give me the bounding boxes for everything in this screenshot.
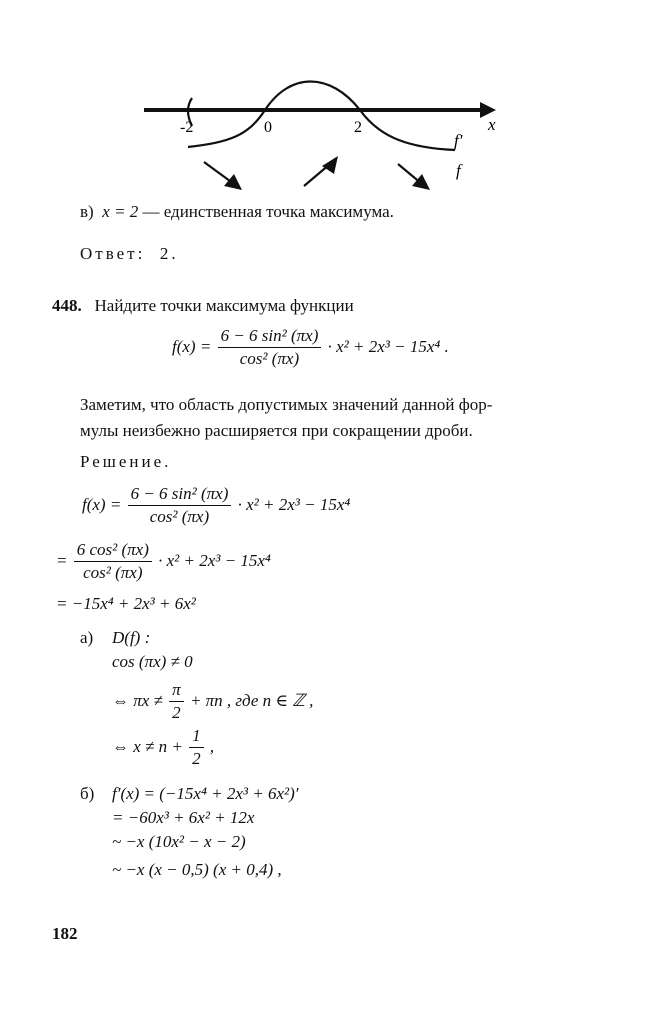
solution-line-1-numerator: 6 − 6 sin² (πx) xyxy=(128,484,232,506)
problem-statement: Найдите точки максимума функции xyxy=(94,296,354,315)
part-b-line-4: ~ −x (x − 0,5) (x + 0,4) , xyxy=(112,860,282,879)
solution-line-2 xyxy=(56,540,271,584)
part-a-step-1-post: + πn , где n ∈ ℤ , xyxy=(189,690,314,710)
solution-line-2-lhs: = xyxy=(56,550,68,570)
part-a-step-1 xyxy=(112,680,313,724)
problem-formula xyxy=(172,326,449,370)
problem-header xyxy=(52,296,354,316)
part-a-step-1-denominator: 2 xyxy=(172,703,181,723)
problem-formula-numerator: 6 − 6 sin² (πx) xyxy=(218,326,322,348)
solution-line-1-denominator: cos² (πx) xyxy=(149,507,210,527)
part-a-condition: cos (πx) ≠ 0 xyxy=(112,652,193,671)
solution-line-3: = −15x⁴ + 2x³ + 6x² xyxy=(56,594,196,613)
part-v-text: — единственная точка максимума. xyxy=(142,202,394,221)
axis-label-x: x xyxy=(488,115,496,134)
part-a-step-2 xyxy=(112,726,214,770)
part-a-step-2-numerator: 1 xyxy=(189,726,204,748)
solution-label: Решение. xyxy=(80,452,172,471)
part-v-line xyxy=(80,202,394,222)
tick-label-minus2: -2 xyxy=(180,119,194,136)
tick-label-2: 2 xyxy=(354,119,362,136)
solution-line-1-tail: · x² + 2x³ − 15x⁴ xyxy=(237,494,351,514)
note-line-1: Заметим, что область допустимых значений данной фор- xyxy=(80,395,493,414)
part-b-line-1: f′(x) = (−15x⁴ + 2x³ + 6x²)′ xyxy=(112,784,299,803)
part-a-step-2-pre: ⇔ x ≠ n + xyxy=(112,736,183,756)
solution-line-1 xyxy=(82,484,350,528)
part-a-domain: D(f) : xyxy=(112,628,151,647)
part-a-step-1-fraction xyxy=(169,680,184,724)
part-a-step-1-pre: ⇔ πx ≠ xyxy=(112,690,163,710)
part-v-marker: в) xyxy=(80,202,94,221)
solution-line-2-numerator: 6 cos² (πx) xyxy=(74,540,152,562)
answer-value: 2. xyxy=(159,244,179,263)
part-b-line-3: ~ −x (10x² − x − 2) xyxy=(112,832,246,851)
derivative-curve xyxy=(188,82,455,151)
part-a-step-2-fraction xyxy=(189,726,204,770)
answer-label: Ответ: xyxy=(80,244,146,263)
problem-formula-lhs: f(x) = xyxy=(172,336,212,356)
part-b-line-2: = −60x³ + 6x² + 12x xyxy=(112,808,255,827)
arrow-decreasing-left xyxy=(204,162,242,190)
solution-line-2-fraction xyxy=(74,540,152,584)
note-paragraph xyxy=(80,392,580,444)
answer-line xyxy=(80,244,179,264)
solution-line-2-tail: · x² + 2x³ − 15x⁴ xyxy=(158,550,271,570)
curve-label-f: f xyxy=(456,161,461,180)
part-a-step-2-post: , xyxy=(209,736,215,756)
page-number: 182 xyxy=(52,924,78,943)
sign-chart-figure xyxy=(140,80,520,200)
solution-line-1-fraction xyxy=(128,484,232,528)
part-v-math: x = 2 xyxy=(102,202,139,221)
tick-label-0: 0 xyxy=(264,119,272,136)
solution-line-2-denominator: cos² (πx) xyxy=(83,563,143,583)
part-a-step-1-numerator: π xyxy=(169,680,184,702)
part-a-marker: а) xyxy=(80,628,94,647)
problem-number: 448. xyxy=(52,296,82,315)
problem-formula-tail: · x² + 2x³ − 15x⁴ . xyxy=(327,336,449,356)
curve-label-f-prime: f' xyxy=(454,131,463,150)
arrow-increasing xyxy=(304,156,338,186)
part-b-marker: б) xyxy=(80,784,95,803)
note-line-2: мулы неизбежно расширяется при сокращении дроби. xyxy=(80,421,473,440)
solution-line-1-lhs: f(x) = xyxy=(82,494,122,514)
part-a-step-2-denominator: 2 xyxy=(192,749,201,769)
problem-formula-denominator: cos² (πx) xyxy=(239,349,300,369)
problem-formula-fraction xyxy=(218,326,322,370)
arrow-decreasing-right xyxy=(398,164,430,190)
